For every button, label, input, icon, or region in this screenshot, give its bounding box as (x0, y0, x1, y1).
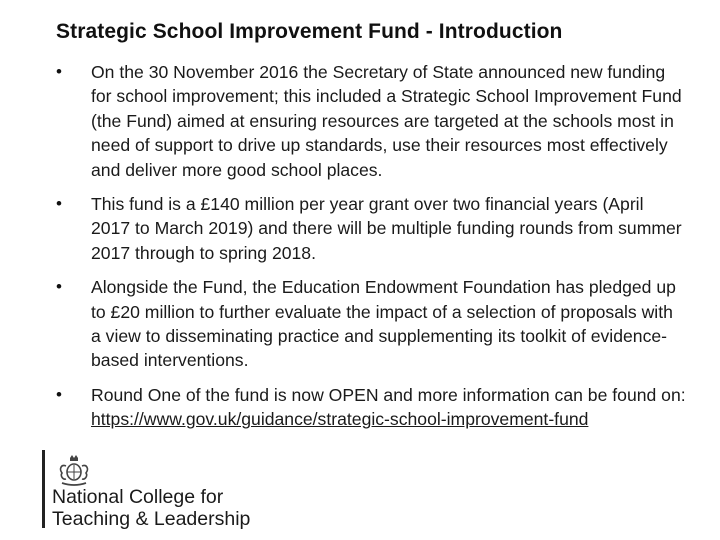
guidance-link[interactable]: https://www.gov.uk/guidance/strategic-school-improvement-fund (91, 409, 589, 430)
logo-divider (42, 450, 45, 528)
bullet-marker: • (56, 194, 62, 214)
page-title: Strategic School Improvement Fund - Introduction (56, 20, 563, 43)
royal-crest-icon (54, 452, 94, 488)
brand-line-1: National College for (52, 486, 224, 508)
list-item (56, 383, 686, 432)
bullet-text: Alongside the Fund, the Education Endowment Foundation has pledged up to £20 million to further evaluate the impact of a selection of proposals with a view to disseminating practice and supplementing its toolkit of evidence-based interventions. (91, 277, 676, 371)
brand-name (52, 486, 292, 530)
list-item (56, 275, 686, 373)
list-item (56, 192, 686, 265)
bullet-text-container (91, 383, 686, 432)
list-item (56, 60, 686, 182)
brand-line-2: Teaching & Leadership (52, 508, 251, 530)
bullet-list (56, 60, 686, 442)
bullet-marker: • (56, 384, 62, 404)
bullet-marker: • (56, 62, 62, 81)
bullet-text: On the 30 November 2016 the Secretary of State announced new funding for school improvement; this included a Strategic School Improvement Fund (the Fund) aimed at ensuring resources are targeted at the schools most in need of support to drive up standards, use their resources most effectively and deliver more good school places. (91, 62, 682, 180)
bullet-marker: • (56, 277, 62, 297)
bullet-text: This fund is a £140 million per year grant over two financial years (April 2017 to March 2019) and there will be multiple funding rounds from summer 2017 through to spring 2018. (91, 194, 682, 263)
bullet-text: Round One of the fund is now OPEN and more information can be found on: (91, 384, 686, 405)
